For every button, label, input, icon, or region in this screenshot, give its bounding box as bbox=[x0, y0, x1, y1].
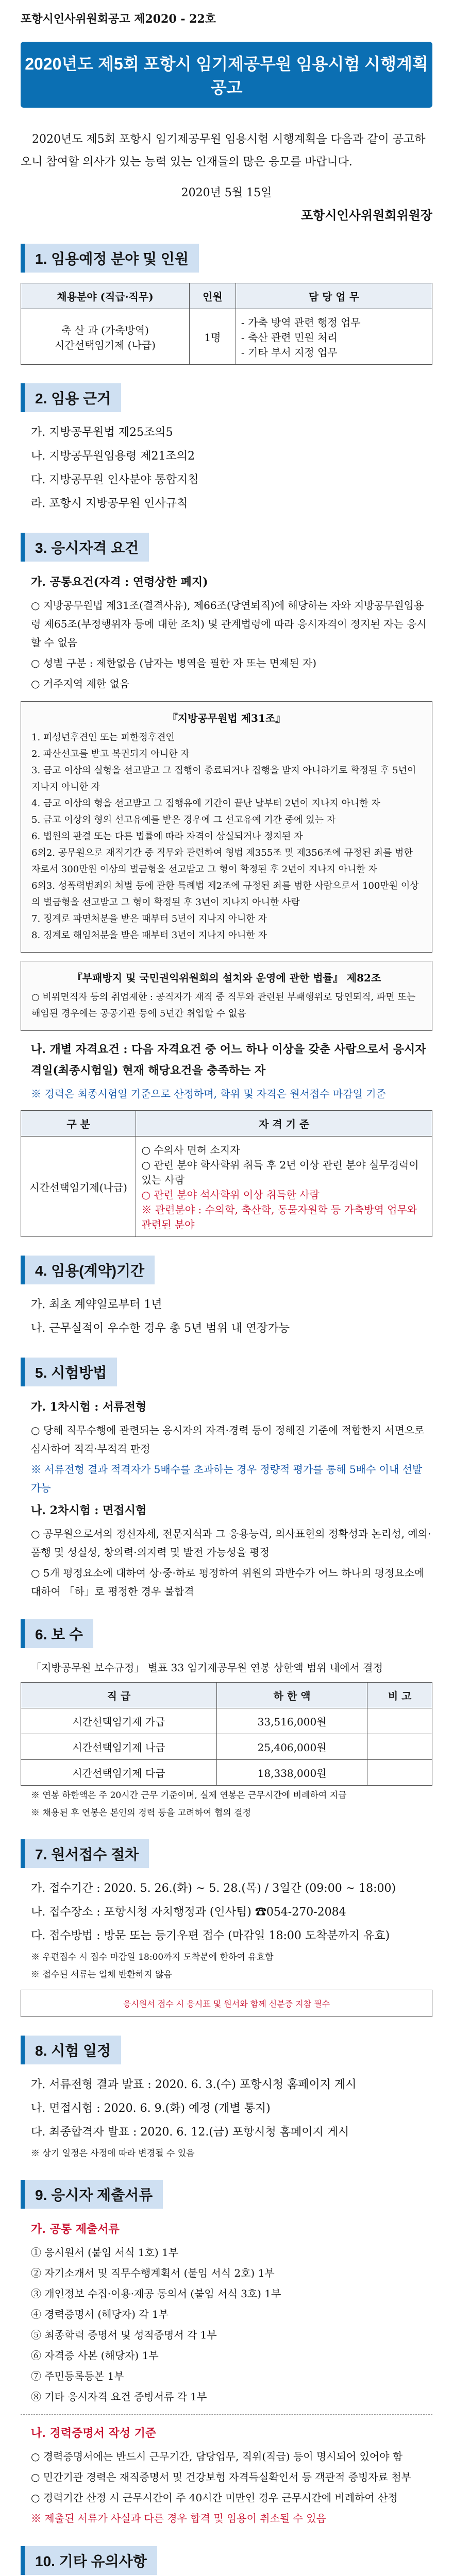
subsection-title: 가. 1차시험 : 서류전형 bbox=[31, 1400, 147, 1414]
list-item: ○ 경력증명서에는 반드시 근무기간, 담당업무, 직위(직급) 등이 명시되어 있어야 함 bbox=[31, 2450, 403, 2463]
note-text: ※ 제출된 서류가 사실과 다른 경우 합격 및 임용이 취소될 수 있음 bbox=[31, 2512, 326, 2524]
section-heading: 4. 임용(계약)기간 bbox=[21, 1256, 432, 1284]
duty-item: - 가축 방역 관련 행정 업무 bbox=[241, 316, 361, 329]
section-heading: 5. 시험방법 bbox=[21, 1358, 432, 1386]
section-heading: 1. 임용예정 분야 및 인원 bbox=[21, 244, 432, 273]
qualification-table bbox=[21, 1110, 432, 1237]
intro-paragraph: 2020년도 제5회 포항시 임기제공무원 임용시험 시행계획을 다음과 같이 공고하오니 참여할 의사가 있는 능력 있는 인재들의 많은 응모를 바랍니다. bbox=[21, 133, 426, 168]
subsection-title: 나. 개별 자격요건 : 다음 자격요건 중 어느 하나 이상을 갖춘 사람으로서 응시자격일(최종시험일) 현재 해당요건을 충족하는 자 bbox=[31, 1043, 426, 1077]
note-text: ※ 연봉 하한액은 주 20시간 근무 기준이며, 실제 연봉은 근무시간에 비례하여 지급 bbox=[31, 1790, 347, 1801]
section-heading: 7. 원서접수 절차 bbox=[21, 1839, 432, 1868]
schedule-item: 다. 최종합격자 발표 : 2020. 6. 12.(금) 포항시청 홈페이지 게시 bbox=[31, 2126, 349, 2139]
subsection-title: 나. 경력증명서 작성 기준 bbox=[31, 2427, 157, 2440]
note-text: ※ 우편접수 시 접수 마감일 18:00까지 도착분에 한하여 유효함 bbox=[31, 1952, 274, 1962]
table-header-cell: 인원 bbox=[189, 283, 236, 309]
box-item: 7. 징계로 파면처분을 받은 때부터 5년이 지나지 아니한 자 bbox=[31, 913, 267, 924]
anti-corruption-box bbox=[21, 961, 432, 1031]
field-grade: 시간선택임기제 (나급) bbox=[55, 338, 156, 351]
box-item: 1. 피성년후견인 또는 피한정후견인 bbox=[31, 732, 175, 743]
list-item: ○ 지방공무원법 제31조(결격사유), 제66조(당연퇴직)에 해당하는 자와 지방공무원임용령 제65조(부정행위자 등에 대한 조치) 및 관계법령에 따라 응시자격이 정지된 자는 응시할 수 없음 bbox=[31, 599, 427, 649]
list-item: ④ 경력증명서 (해당자) 각 1부 bbox=[31, 2308, 169, 2320]
list-item: ⑧ 기타 응시자격 요건 증빙서류 각 1부 bbox=[31, 2391, 207, 2403]
list-item: ⑦ 주민등록등본 1부 bbox=[31, 2370, 124, 2382]
list-item: ○ 5개 평정요소에 대하여 상·중·하로 평정하여 위원의 과반수가 어느 하나의 평정요소에 대하여 「하」로 평정한 경우 불합격 bbox=[31, 1567, 425, 1598]
table-header-cell: 자 격 기 준 bbox=[136, 1111, 432, 1137]
table-header-row bbox=[21, 1683, 432, 1708]
section-heading: 9. 응시자 제출서류 bbox=[21, 2180, 432, 2209]
box-item: 4. 금고 이상의 형을 선고받고 그 집행유예 기간이 끝난 날부터 2년이 지나지 아니한 자 bbox=[31, 798, 380, 809]
table-cell bbox=[367, 1760, 432, 1786]
list-item: ○ 거주지역 제한 없음 bbox=[31, 677, 130, 690]
note-text: ※ 경력은 최종시험일 기준으로 산정하며, 학위 및 자격은 원서접수 마감일 기준 bbox=[31, 1088, 386, 1100]
list-item: ② 자기소개서 및 직무수행계획서 (붙임 서식 2호) 1부 bbox=[31, 2267, 275, 2279]
list-item: ○ 성별 구분 : 제한없음 (남자는 병역을 필한 자 또는 면제된 자) bbox=[31, 657, 317, 669]
issuing-organization: 포항시인사위원회위원장 bbox=[300, 208, 432, 223]
table-cell bbox=[367, 1708, 432, 1734]
list-item: 나. 근무실적이 우수한 경우 총 5년 범위 내 연장가능 bbox=[31, 1322, 290, 1335]
table-header-cell: 비 고 bbox=[367, 1683, 432, 1708]
announcement-date: 2020년 5월 15일 bbox=[181, 187, 272, 199]
box-item: 3. 금고 이상의 실형을 선고받고 그 집행이 종료되거나 집행을 받지 아니하기로 확정된 후 5년이 지나지 아니한 자 bbox=[31, 765, 416, 792]
emphasis-notice: 응시원서 접수 시 응시표 및 원서와 함께 신분증 지참 필수 bbox=[21, 1990, 432, 2017]
criteria-item: ※ 관련분야 : 수의학, 축산학, 동물자원학 등 가축방역 업무와 관련된 분야 bbox=[141, 1204, 417, 1231]
table-cell bbox=[367, 1734, 432, 1760]
note-text: ※ 서류전형 결과 적격자가 5배수를 초과하는 경우 정량적 평가를 통해 5배수 이내 선발 가능 bbox=[31, 1463, 423, 1494]
application-method: 다. 접수방법 : 방문 또는 등기우편 접수 (마감일 18:00 도착분까지 유효) bbox=[31, 1929, 390, 1942]
table-header-cell: 채용분야 (직급·직무) bbox=[21, 283, 190, 309]
box-item: 6의3. 성폭력범죄의 처벌 등에 관한 특례법 제2조에 규정된 죄를 범한 사람으로서 100만원 이상의 벌금형을 선고받고 그 형이 확정된 후 3년이 지나지 아니한 사람 bbox=[31, 880, 419, 908]
list-item: ○ 당해 직무수행에 관련되는 응시자의 자격·경력 등이 정해진 기준에 적합한지 서면으로 심사하여 적격·부적격 판정 bbox=[31, 1424, 425, 1455]
table-header-cell: 하 한 액 bbox=[216, 1683, 367, 1708]
table-cell: 18,338,000원 bbox=[216, 1760, 367, 1786]
positions-table bbox=[21, 283, 432, 365]
box-heading: 『부패방지 및 국민권익위원회의 설치와 운영에 관한 법률』 제82조 bbox=[72, 972, 381, 984]
list-item: 가. 지방공무원법 제25조의5 bbox=[31, 426, 173, 439]
list-item: ⑥ 자격증 사본 (해당자) 1부 bbox=[31, 2349, 159, 2362]
list-item: ○ 경력기간 산정 시 근무시간이 주 40시간 미만인 경우 근무시간에 비례하여 산정 bbox=[31, 2492, 398, 2504]
subsection-title: 가. 공통요건(자격 : 연령상한 폐지) bbox=[31, 575, 208, 589]
application-period: 가. 접수기간 : 2020. 5. 26.(화) ~ 5. 28.(목) / 3일간 (09:00 ~ 18:00) bbox=[31, 1882, 396, 1895]
criteria-item: ○ 수의사 면허 소지자 bbox=[141, 1144, 240, 1156]
table-row bbox=[21, 1734, 432, 1760]
section-heading: 3. 응시자격 요건 bbox=[21, 533, 432, 562]
list-item: 가. 최초 계약일로부터 1년 bbox=[31, 1298, 162, 1311]
table-cell: 33,516,000원 bbox=[216, 1708, 367, 1734]
subsection-title: 나. 2차시험 : 면접시험 bbox=[31, 1504, 147, 1517]
section-heading: 10. 기타 유의사항 bbox=[21, 2546, 432, 2575]
table-cell: 시간선택임기제 가급 bbox=[21, 1708, 217, 1734]
note-text: ※ 채용된 후 연봉은 본인의 경력 등을 고려하여 협의 결정 bbox=[31, 1808, 251, 1818]
box-item: 6의2. 공무원으로 재직기간 중 직무와 관련하여 형법 제355조 및 제356조에 규정된 죄를 범한 자로서 300만원 이상의 벌금형을 선고받고 그 형이 확정된 후 2년이 지나지 아니한 자 bbox=[31, 848, 413, 875]
salary-table bbox=[21, 1682, 432, 1786]
section-heading: 6. 보 수 bbox=[21, 1619, 432, 1648]
table-row bbox=[21, 1760, 432, 1786]
duty-item: - 축산 관련 민원 처리 bbox=[241, 331, 338, 344]
list-item: ⑤ 최종학력 증명서 및 성적증명서 각 1부 bbox=[31, 2329, 217, 2341]
criteria-item: ○ 관련 분야 석사학위 이상 취득한 사람 bbox=[141, 1189, 320, 1201]
schedule-item: 나. 면접시험 : 2020. 6. 9.(화) 예정 (개별 통지) bbox=[31, 2102, 271, 2115]
disqualification-box bbox=[21, 701, 432, 953]
table-cell: 25,406,000원 bbox=[216, 1734, 367, 1760]
section-heading: 2. 임용 근거 bbox=[21, 383, 432, 412]
table-row bbox=[21, 1137, 432, 1237]
table-cell-field bbox=[21, 309, 190, 365]
salary-intro: 「지방공무원 보수규정」 별표 33 임기제공무원 연봉 상한액 범위 내에서 결정 bbox=[31, 1662, 383, 1674]
table-row bbox=[21, 309, 432, 365]
box-heading: 『지방공무원법 제31조』 bbox=[167, 712, 286, 724]
field-name: 축 산 과 (가축방역) bbox=[61, 324, 149, 336]
duty-item: - 기타 부서 지정 업무 bbox=[241, 346, 338, 359]
list-item: ○ 민간기관 경력은 재직증명서 및 건강보험 자격득실확인서 등 객관적 증빙자료 첨부 bbox=[31, 2471, 411, 2483]
notice-number: 포항시인사위원회공고 제2020 - 22호 bbox=[21, 12, 216, 26]
page-title: 2020년도 제5회 포항시 임기제공무원 임용시험 시행계획 공고 bbox=[21, 42, 432, 108]
table-row bbox=[21, 1708, 432, 1734]
box-item: ○ 비위면직자 등의 취업제한 : 공직자가 재직 중 직무와 관련된 부패행위로 당연퇴직, 파면 또는 해임된 경우에는 공공기관 등에 5년간 취업할 수 없음 bbox=[31, 992, 416, 1019]
list-item: 라. 포항시 지방공무원 인사규칙 bbox=[31, 497, 188, 510]
note-text: ※ 접수된 서류는 일체 반환하지 않음 bbox=[31, 1970, 172, 1980]
box-item: 6. 법원의 판결 또는 다른 법률에 따라 자격이 상실되거나 정지된 자 bbox=[31, 831, 303, 842]
list-item: ③ 개인정보 수집·이용·제공 동의서 (붙임 서식 3호) 1부 bbox=[31, 2287, 281, 2300]
application-place: 나. 접수장소 : 포항시청 자치행정과 (인사팀) ☎054-270-2084 bbox=[31, 1906, 346, 1919]
table-header-cell: 직 급 bbox=[21, 1683, 217, 1708]
box-item: 8. 징계로 해임처분을 받은 때부터 3년이 지나지 아니한 자 bbox=[31, 930, 267, 941]
box-item: 5. 금고 이상의 형의 선고유예를 받은 경우에 그 선고유예 기간 중에 있는 자 bbox=[31, 815, 336, 825]
list-item: 다. 지방공무원 인사분야 통합지침 bbox=[31, 473, 199, 486]
table-cell-grade: 시간선택임기제(나급) bbox=[21, 1137, 136, 1237]
table-cell-count: 1명 bbox=[189, 309, 236, 365]
table-cell-criteria bbox=[136, 1137, 432, 1237]
table-cell: 시간선택임기제 나급 bbox=[21, 1734, 217, 1760]
criteria-item: ○ 관련 분야 학사학위 취득 후 2년 이상 관련 분야 실무경력이 있는 사람 bbox=[141, 1159, 419, 1186]
section-heading: 8. 시험 일정 bbox=[21, 2036, 432, 2064]
list-item: ○ 공무원으로서의 정신자세, 전문지식과 그 응용능력, 의사표현의 정확성과 논리성, 예의·품행 및 성실성, 창의력·의지력 및 발전 가능성을 평정 bbox=[31, 1528, 431, 1558]
table-cell-duties bbox=[236, 309, 432, 365]
schedule-item: 가. 서류전형 결과 발표 : 2020. 6. 3.(수) 포항시청 홈페이지 게시 bbox=[31, 2078, 357, 2091]
note-text: ※ 상기 일정은 사정에 따라 변경될 수 있음 bbox=[31, 2148, 195, 2159]
table-header-cell: 구 분 bbox=[21, 1111, 136, 1137]
subsection-title: 가. 공통 제출서류 bbox=[31, 2223, 120, 2236]
divider bbox=[21, 2414, 432, 2415]
table-header-row bbox=[21, 283, 432, 309]
list-item: 나. 지방공무원임용령 제21조의2 bbox=[31, 450, 195, 463]
list-item: ① 응시원서 (붙임 서식 1호) 1부 bbox=[31, 2246, 179, 2259]
table-header-cell: 담 당 업 무 bbox=[236, 283, 432, 309]
table-header-row bbox=[21, 1111, 432, 1137]
box-item: 2. 파산선고를 받고 복권되지 아니한 자 bbox=[31, 749, 190, 759]
table-cell: 시간선택임기제 다급 bbox=[21, 1760, 217, 1786]
